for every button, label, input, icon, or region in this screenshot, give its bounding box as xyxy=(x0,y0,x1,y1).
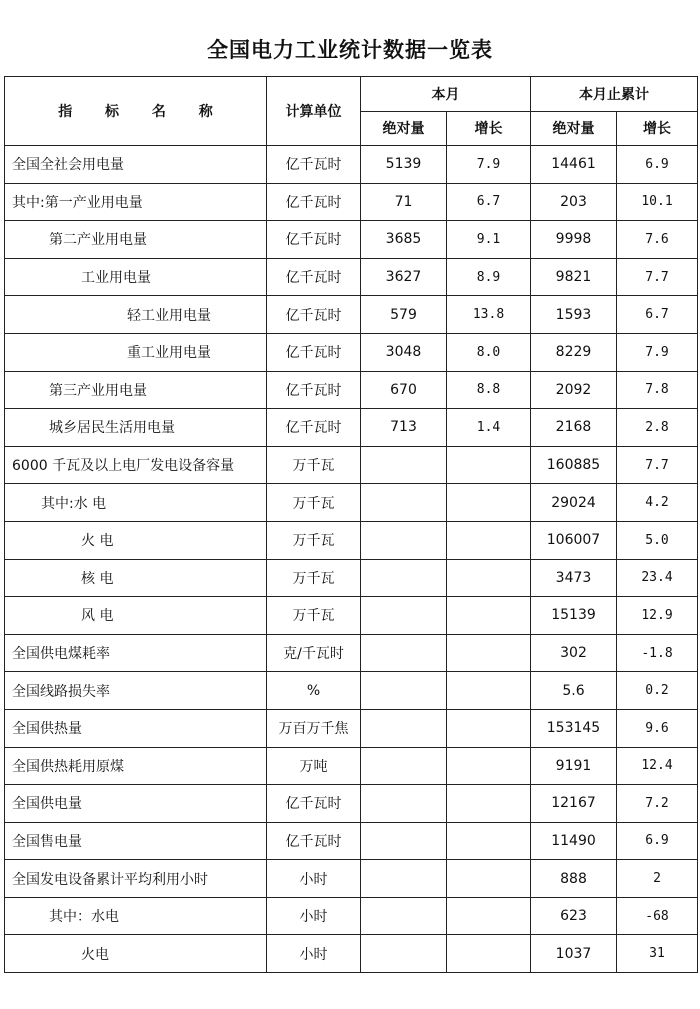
cumulative-absolute-cell: 106007 xyxy=(531,521,617,559)
indicator-cell: 全国全社会用电量 xyxy=(5,146,267,184)
month-growth-cell: 13.8 xyxy=(447,296,531,334)
cumulative-absolute-cell: 2168 xyxy=(531,409,617,447)
cumulative-growth-cell: 7.6 xyxy=(617,221,698,259)
cumulative-growth-cell: 12.4 xyxy=(617,747,698,785)
month-growth-cell xyxy=(447,484,531,522)
cumulative-absolute-cell: 203 xyxy=(531,183,617,221)
month-absolute-cell: 5139 xyxy=(361,146,447,184)
unit-cell: 亿千瓦时 xyxy=(267,409,361,447)
table-row xyxy=(5,371,698,409)
month-growth-cell: 6.7 xyxy=(447,183,531,221)
month-absolute-cell xyxy=(361,559,447,597)
unit-cell: 万千瓦 xyxy=(267,559,361,597)
month-absolute-cell xyxy=(361,785,447,823)
unit-cell: 亿千瓦时 xyxy=(267,296,361,334)
statistics-table xyxy=(4,76,698,973)
table-row xyxy=(5,446,698,484)
indicator-cell: 城乡居民生活用电量 xyxy=(5,409,267,447)
cumulative-absolute-cell: 302 xyxy=(531,634,617,672)
cumulative-growth-cell: 0.2 xyxy=(617,672,698,710)
unit-cell: 万千瓦 xyxy=(267,484,361,522)
table-row xyxy=(5,935,698,973)
cumulative-growth-cell: 7.8 xyxy=(617,371,698,409)
cumulative-growth-cell: 31 xyxy=(617,935,698,973)
indicator-cell: 第三产业用电量 xyxy=(5,371,267,409)
cumulative-growth-cell: 7.7 xyxy=(617,258,698,296)
indicator-cell: 全国供电煤耗率 xyxy=(5,634,267,672)
month-absolute-cell xyxy=(361,446,447,484)
unit-cell: 亿千瓦时 xyxy=(267,822,361,860)
cumulative-absolute-cell: 2092 xyxy=(531,371,617,409)
table-header xyxy=(5,77,698,146)
table-row xyxy=(5,860,698,898)
unit-cell: 亿千瓦时 xyxy=(267,146,361,184)
table-row xyxy=(5,521,698,559)
table-row xyxy=(5,672,698,710)
header-month-growth: 增长 xyxy=(447,111,531,146)
header-indicator: 指 标 名 称 xyxy=(5,77,267,146)
unit-cell: 克/千瓦时 xyxy=(267,634,361,672)
table-row xyxy=(5,634,698,672)
month-growth-cell xyxy=(447,822,531,860)
indicator-cell: 全国线路损失率 xyxy=(5,672,267,710)
header-month-absolute: 绝对量 xyxy=(361,111,447,146)
month-growth-cell xyxy=(447,860,531,898)
cumulative-growth-cell: 9.6 xyxy=(617,709,698,747)
unit-cell: 亿千瓦时 xyxy=(267,785,361,823)
unit-cell: 亿千瓦时 xyxy=(267,333,361,371)
month-growth-cell: 9.1 xyxy=(447,221,531,259)
table-row xyxy=(5,897,698,935)
cumulative-absolute-cell: 14461 xyxy=(531,146,617,184)
indicator-cell: 第二产业用电量 xyxy=(5,221,267,259)
unit-cell: 万百万千焦 xyxy=(267,709,361,747)
cumulative-growth-cell: -68 xyxy=(617,897,698,935)
unit-cell: 万千瓦 xyxy=(267,446,361,484)
unit-cell: 亿千瓦时 xyxy=(267,258,361,296)
table-row xyxy=(5,221,698,259)
month-absolute-cell xyxy=(361,935,447,973)
cumulative-growth-cell: 6.7 xyxy=(617,296,698,334)
month-growth-cell xyxy=(447,446,531,484)
indicator-cell: 火 电 xyxy=(5,521,267,559)
month-growth-cell xyxy=(447,597,531,635)
cumulative-growth-cell: 2.8 xyxy=(617,409,698,447)
table-row xyxy=(5,747,698,785)
month-absolute-cell: 713 xyxy=(361,409,447,447)
cumulative-absolute-cell: 9191 xyxy=(531,747,617,785)
unit-cell: 亿千瓦时 xyxy=(267,371,361,409)
cumulative-growth-cell: 7.9 xyxy=(617,333,698,371)
table-row xyxy=(5,146,698,184)
cumulative-growth-cell: 5.0 xyxy=(617,521,698,559)
header-cumulative: 本月止累计 xyxy=(531,77,698,112)
cumulative-absolute-cell: 3473 xyxy=(531,559,617,597)
cumulative-absolute-cell: 15139 xyxy=(531,597,617,635)
table-row xyxy=(5,409,698,447)
month-growth-cell xyxy=(447,897,531,935)
unit-cell: 万千瓦 xyxy=(267,597,361,635)
indicator-cell: 其中:水 电 xyxy=(5,484,267,522)
month-absolute-cell xyxy=(361,897,447,935)
table-body xyxy=(5,146,698,973)
cumulative-absolute-cell: 1593 xyxy=(531,296,617,334)
indicator-cell: 核 电 xyxy=(5,559,267,597)
month-growth-cell: 1.4 xyxy=(447,409,531,447)
indicator-cell: 全国供热量 xyxy=(5,709,267,747)
indicator-cell: 风 电 xyxy=(5,597,267,635)
month-growth-cell xyxy=(447,785,531,823)
cumulative-growth-cell: -1.8 xyxy=(617,634,698,672)
indicator-cell: 其中：水电 xyxy=(5,897,267,935)
cumulative-absolute-cell: 9821 xyxy=(531,258,617,296)
month-absolute-cell: 3627 xyxy=(361,258,447,296)
month-absolute-cell: 3048 xyxy=(361,333,447,371)
header-cumulative-absolute: 绝对量 xyxy=(531,111,617,146)
table-row xyxy=(5,333,698,371)
cumulative-growth-cell: 12.9 xyxy=(617,597,698,635)
header-row-top xyxy=(5,77,698,112)
indicator-cell: 全国供热耗用原煤 xyxy=(5,747,267,785)
cumulative-absolute-cell: 12167 xyxy=(531,785,617,823)
month-absolute-cell xyxy=(361,597,447,635)
indicator-cell: 工业用电量 xyxy=(5,258,267,296)
header-unit: 计算单位 xyxy=(267,77,361,146)
unit-cell: % xyxy=(267,672,361,710)
month-growth-cell xyxy=(447,672,531,710)
month-absolute-cell: 3685 xyxy=(361,221,447,259)
month-growth-cell: 8.0 xyxy=(447,333,531,371)
unit-cell: 小时 xyxy=(267,935,361,973)
month-absolute-cell xyxy=(361,709,447,747)
indicator-cell: 全国发电设备累计平均利用小时 xyxy=(5,860,267,898)
header-cumulative-growth: 增长 xyxy=(617,111,698,146)
cumulative-absolute-cell: 8229 xyxy=(531,333,617,371)
unit-cell: 亿千瓦时 xyxy=(267,183,361,221)
cumulative-absolute-cell: 160885 xyxy=(531,446,617,484)
cumulative-absolute-cell: 1037 xyxy=(531,935,617,973)
month-absolute-cell: 71 xyxy=(361,183,447,221)
cumulative-growth-cell: 7.7 xyxy=(617,446,698,484)
cumulative-growth-cell: 23.4 xyxy=(617,559,698,597)
month-growth-cell xyxy=(447,634,531,672)
unit-cell: 亿千瓦时 xyxy=(267,221,361,259)
unit-cell: 小时 xyxy=(267,897,361,935)
cumulative-growth-cell: 6.9 xyxy=(617,822,698,860)
table-row xyxy=(5,183,698,221)
indicator-cell: 轻工业用电量 xyxy=(5,296,267,334)
indicator-cell: 6000 千瓦及以上电厂发电设备容量 xyxy=(5,446,267,484)
table-row xyxy=(5,822,698,860)
month-absolute-cell xyxy=(361,860,447,898)
month-absolute-cell xyxy=(361,484,447,522)
indicator-cell: 重工业用电量 xyxy=(5,333,267,371)
indicator-cell: 火电 xyxy=(5,935,267,973)
month-absolute-cell xyxy=(361,521,447,559)
table-row xyxy=(5,484,698,522)
month-growth-cell xyxy=(447,709,531,747)
cumulative-growth-cell: 4.2 xyxy=(617,484,698,522)
month-absolute-cell: 670 xyxy=(361,371,447,409)
cumulative-growth-cell: 7.2 xyxy=(617,785,698,823)
unit-cell: 小时 xyxy=(267,860,361,898)
indicator-cell: 其中:第一产业用电量 xyxy=(5,183,267,221)
cumulative-growth-cell: 10.1 xyxy=(617,183,698,221)
month-growth-cell: 7.9 xyxy=(447,146,531,184)
month-absolute-cell: 579 xyxy=(361,296,447,334)
month-growth-cell xyxy=(447,521,531,559)
month-growth-cell xyxy=(447,935,531,973)
month-growth-cell xyxy=(447,559,531,597)
month-absolute-cell xyxy=(361,672,447,710)
cumulative-absolute-cell: 5.6 xyxy=(531,672,617,710)
unit-cell: 万千瓦 xyxy=(267,521,361,559)
month-absolute-cell xyxy=(361,822,447,860)
table-row xyxy=(5,296,698,334)
table-row xyxy=(5,597,698,635)
unit-cell: 万吨 xyxy=(267,747,361,785)
month-growth-cell xyxy=(447,747,531,785)
cumulative-growth-cell: 2 xyxy=(617,860,698,898)
indicator-cell: 全国售电量 xyxy=(5,822,267,860)
header-month: 本月 xyxy=(361,77,531,112)
cumulative-absolute-cell: 9998 xyxy=(531,221,617,259)
cumulative-absolute-cell: 153145 xyxy=(531,709,617,747)
cumulative-absolute-cell: 11490 xyxy=(531,822,617,860)
month-absolute-cell xyxy=(361,747,447,785)
indicator-cell: 全国供电量 xyxy=(5,785,267,823)
cumulative-absolute-cell: 888 xyxy=(531,860,617,898)
cumulative-growth-cell: 6.9 xyxy=(617,146,698,184)
table-row xyxy=(5,258,698,296)
table-row xyxy=(5,559,698,597)
page-title: 全国电力工业统计数据一览表 xyxy=(207,38,493,62)
month-growth-cell: 8.9 xyxy=(447,258,531,296)
month-growth-cell: 8.8 xyxy=(447,371,531,409)
table-row xyxy=(5,709,698,747)
cumulative-absolute-cell: 623 xyxy=(531,897,617,935)
table-row xyxy=(5,785,698,823)
month-absolute-cell xyxy=(361,634,447,672)
cumulative-absolute-cell: 29024 xyxy=(531,484,617,522)
